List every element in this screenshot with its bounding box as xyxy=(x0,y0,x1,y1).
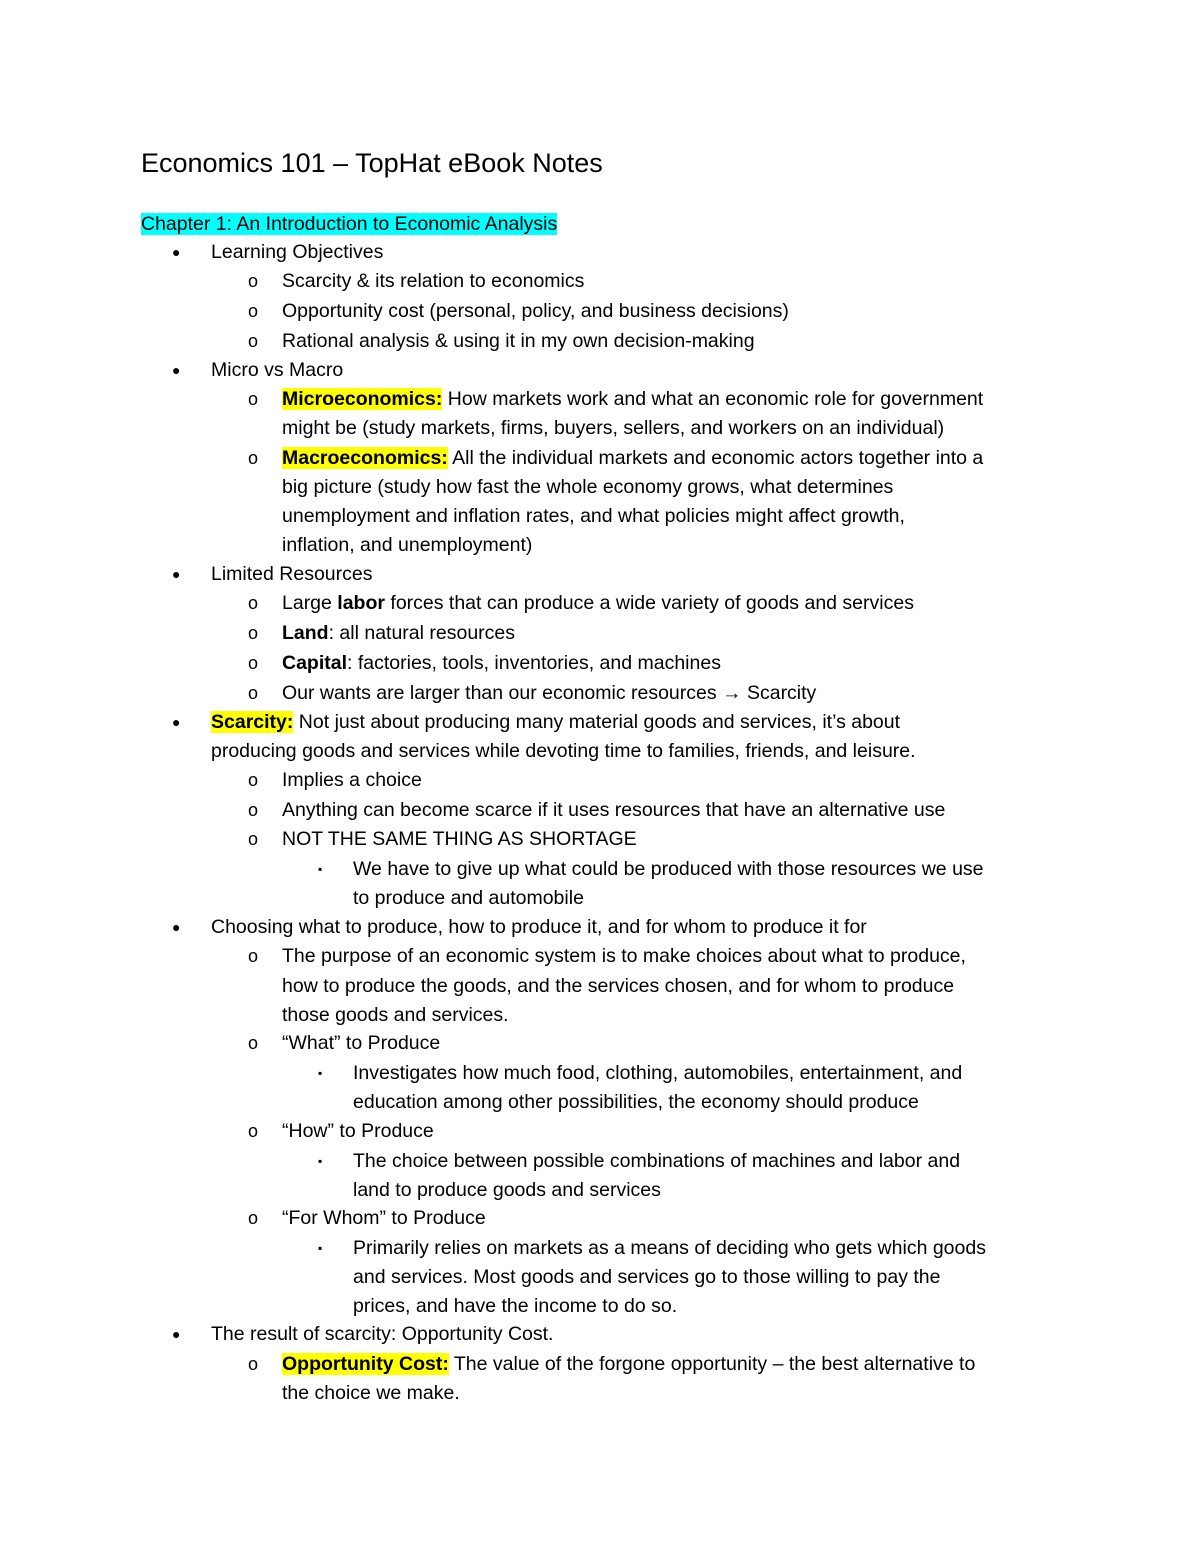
macroeconomics-line-1 xyxy=(282,445,983,471)
resource-wants xyxy=(282,680,816,706)
square-bullet-marker: ▪ xyxy=(318,1066,323,1080)
what-line-1: Investigates how much food, clothing, automobiles, entertainment, and xyxy=(353,1062,963,1084)
bullet-result-of-scarcity: The result of scarcity: Opportunity Cost. xyxy=(211,1323,554,1345)
microeconomics-line-2: might be (study markets, firms, buyers, sellers, and workers on an individual) xyxy=(282,417,945,439)
scarcity-term: Scarcity: xyxy=(211,711,294,733)
chapter-heading xyxy=(141,211,557,237)
sub-bullet-marker: o xyxy=(248,448,259,468)
resource-wants-pre: Our wants are larger than our economic resources xyxy=(282,682,723,704)
whom-line-3: prices, and have the income to do so. xyxy=(353,1295,678,1317)
sub-bullet-marker: o xyxy=(248,331,259,351)
opportunity-cost-definition: The value of the forgone opportunity – the best alternative to xyxy=(448,1353,976,1375)
sub-bullet-marker: o xyxy=(248,1354,259,1374)
sub-bullet-marker: o xyxy=(248,1121,259,1141)
sub-bullet-marker: o xyxy=(248,946,259,966)
sub-bullet-marker: o xyxy=(248,1208,259,1228)
resource-labor-post: forces that can produce a wide variety of goods and services xyxy=(384,592,914,614)
microeconomics-line-1 xyxy=(282,386,983,412)
bullet-marker: ● xyxy=(172,1326,181,1342)
sub-bullet-marker: o xyxy=(248,770,259,790)
resource-land-term: Land xyxy=(282,622,329,644)
whom-line-1: Primarily relies on markets as a means of deciding who gets which goods xyxy=(353,1237,986,1259)
bullet-limited-resources: Limited Resources xyxy=(211,563,373,585)
sub-bullet-marker: o xyxy=(248,1033,259,1053)
sub-bullet-marker: o xyxy=(248,271,259,291)
economic-system-line-1: The purpose of an economic system is to make choices about what to produce, xyxy=(282,945,966,967)
square-bullet-marker: ▪ xyxy=(318,862,323,876)
sub-bullet-marker: o xyxy=(248,683,259,703)
sub-bullet-marker: o xyxy=(248,653,259,673)
square-bullet-marker: ▪ xyxy=(318,1154,323,1168)
opportunity-cost-term: Opportunity Cost: xyxy=(282,1353,449,1375)
bullet-choosing: Choosing what to produce, how to produce it, and for whom to produce it for xyxy=(211,916,867,938)
resource-labor xyxy=(282,590,914,616)
scarcity-line-2: producing goods and services while devoting time to families, friends, and leisure. xyxy=(211,740,916,762)
resource-wants-post: Scarcity xyxy=(741,682,817,704)
macroeconomics-definition: All the individual markets and economic actors together into a xyxy=(447,447,984,469)
sub-bullet-marker: o xyxy=(248,593,259,613)
macroeconomics-line-3: unemployment and inflation rates, and what policies might affect growth, xyxy=(282,505,905,527)
sub-bullet-marker: o xyxy=(248,389,259,409)
resource-labor-term: labor xyxy=(337,592,385,614)
chapter-heading-text: Chapter 1: An Introduction to Economic Analysis xyxy=(141,213,558,235)
resource-capital-post: : factories, tools, inventories, and machines xyxy=(347,652,721,674)
macroeconomics-term: Macroeconomics: xyxy=(282,447,448,469)
scarcity-point-2: Anything can become scarce if it uses resources that have an alternative use xyxy=(282,799,946,821)
opportunity-cost-line-1 xyxy=(282,1351,975,1377)
arrow-right-icon: → xyxy=(722,682,742,704)
scarcity-point-1: Implies a choice xyxy=(282,769,422,791)
sub-bullet-objective-2: Opportunity cost (personal, policy, and business decisions) xyxy=(282,300,789,322)
macroeconomics-line-4: inflation, and unemployment) xyxy=(282,534,533,556)
square-bullet-marker: ▪ xyxy=(318,1241,323,1255)
scarcity-point-3: NOT THE SAME THING AS SHORTAGE xyxy=(282,828,637,850)
bullet-marker: ● xyxy=(172,244,181,260)
for-whom-to-produce: “For Whom” to Produce xyxy=(282,1207,486,1229)
scarcity-sub-point-line-1: We have to give up what could be produced with those resources we use xyxy=(353,858,984,880)
how-line-1: The choice between possible combinations of machines and labor and xyxy=(353,1150,961,1172)
bullet-micro-vs-macro: Micro vs Macro xyxy=(211,359,344,381)
bullet-learning-objectives: Learning Objectives xyxy=(211,241,384,263)
sub-bullet-objective-3: Rational analysis & using it in my own decision-making xyxy=(282,330,755,352)
scarcity-definition: Not just about producing many material goods and services, it’s about xyxy=(293,711,901,733)
scarcity-line-1 xyxy=(211,709,900,735)
document-title: Economics 101 – TopHat eBook Notes xyxy=(141,148,603,178)
economic-system-line-2: how to produce the goods, and the services chosen, and for whom to produce xyxy=(282,975,955,997)
how-line-2: land to produce goods and services xyxy=(353,1179,661,1201)
sub-bullet-marker: o xyxy=(248,301,259,321)
economic-system-line-3: those goods and services. xyxy=(282,1004,509,1026)
resource-capital-term: Capital xyxy=(282,652,348,674)
bullet-marker: ● xyxy=(172,566,181,582)
sub-bullet-objective-1: Scarcity & its relation to economics xyxy=(282,270,585,292)
resource-land xyxy=(282,620,515,646)
whom-line-2: and services. Most goods and services go to those willing to pay the xyxy=(353,1266,941,1288)
microeconomics-definition: How markets work and what an economic role for government xyxy=(442,388,984,410)
what-line-2: education among other possibilities, the economy should produce xyxy=(353,1091,919,1113)
what-to-produce: “What” to Produce xyxy=(282,1032,441,1054)
macroeconomics-line-2: big picture (study how fast the whole economy grows, what determines xyxy=(282,476,894,498)
sub-bullet-marker: o xyxy=(248,623,259,643)
scarcity-sub-point-line-2: to produce and automobile xyxy=(353,887,584,909)
bullet-marker: ● xyxy=(172,362,181,378)
sub-bullet-marker: o xyxy=(248,829,259,849)
microeconomics-term: Microeconomics: xyxy=(282,388,443,410)
resource-labor-pre: Large xyxy=(282,592,338,614)
resource-capital xyxy=(282,650,721,676)
opportunity-cost-line-2: the choice we make. xyxy=(282,1382,460,1404)
resource-land-post: : all natural resources xyxy=(328,622,516,644)
bullet-marker: ● xyxy=(172,919,181,935)
bullet-marker: ● xyxy=(172,714,181,730)
how-to-produce: “How” to Produce xyxy=(282,1120,434,1142)
sub-bullet-marker: o xyxy=(248,800,259,820)
